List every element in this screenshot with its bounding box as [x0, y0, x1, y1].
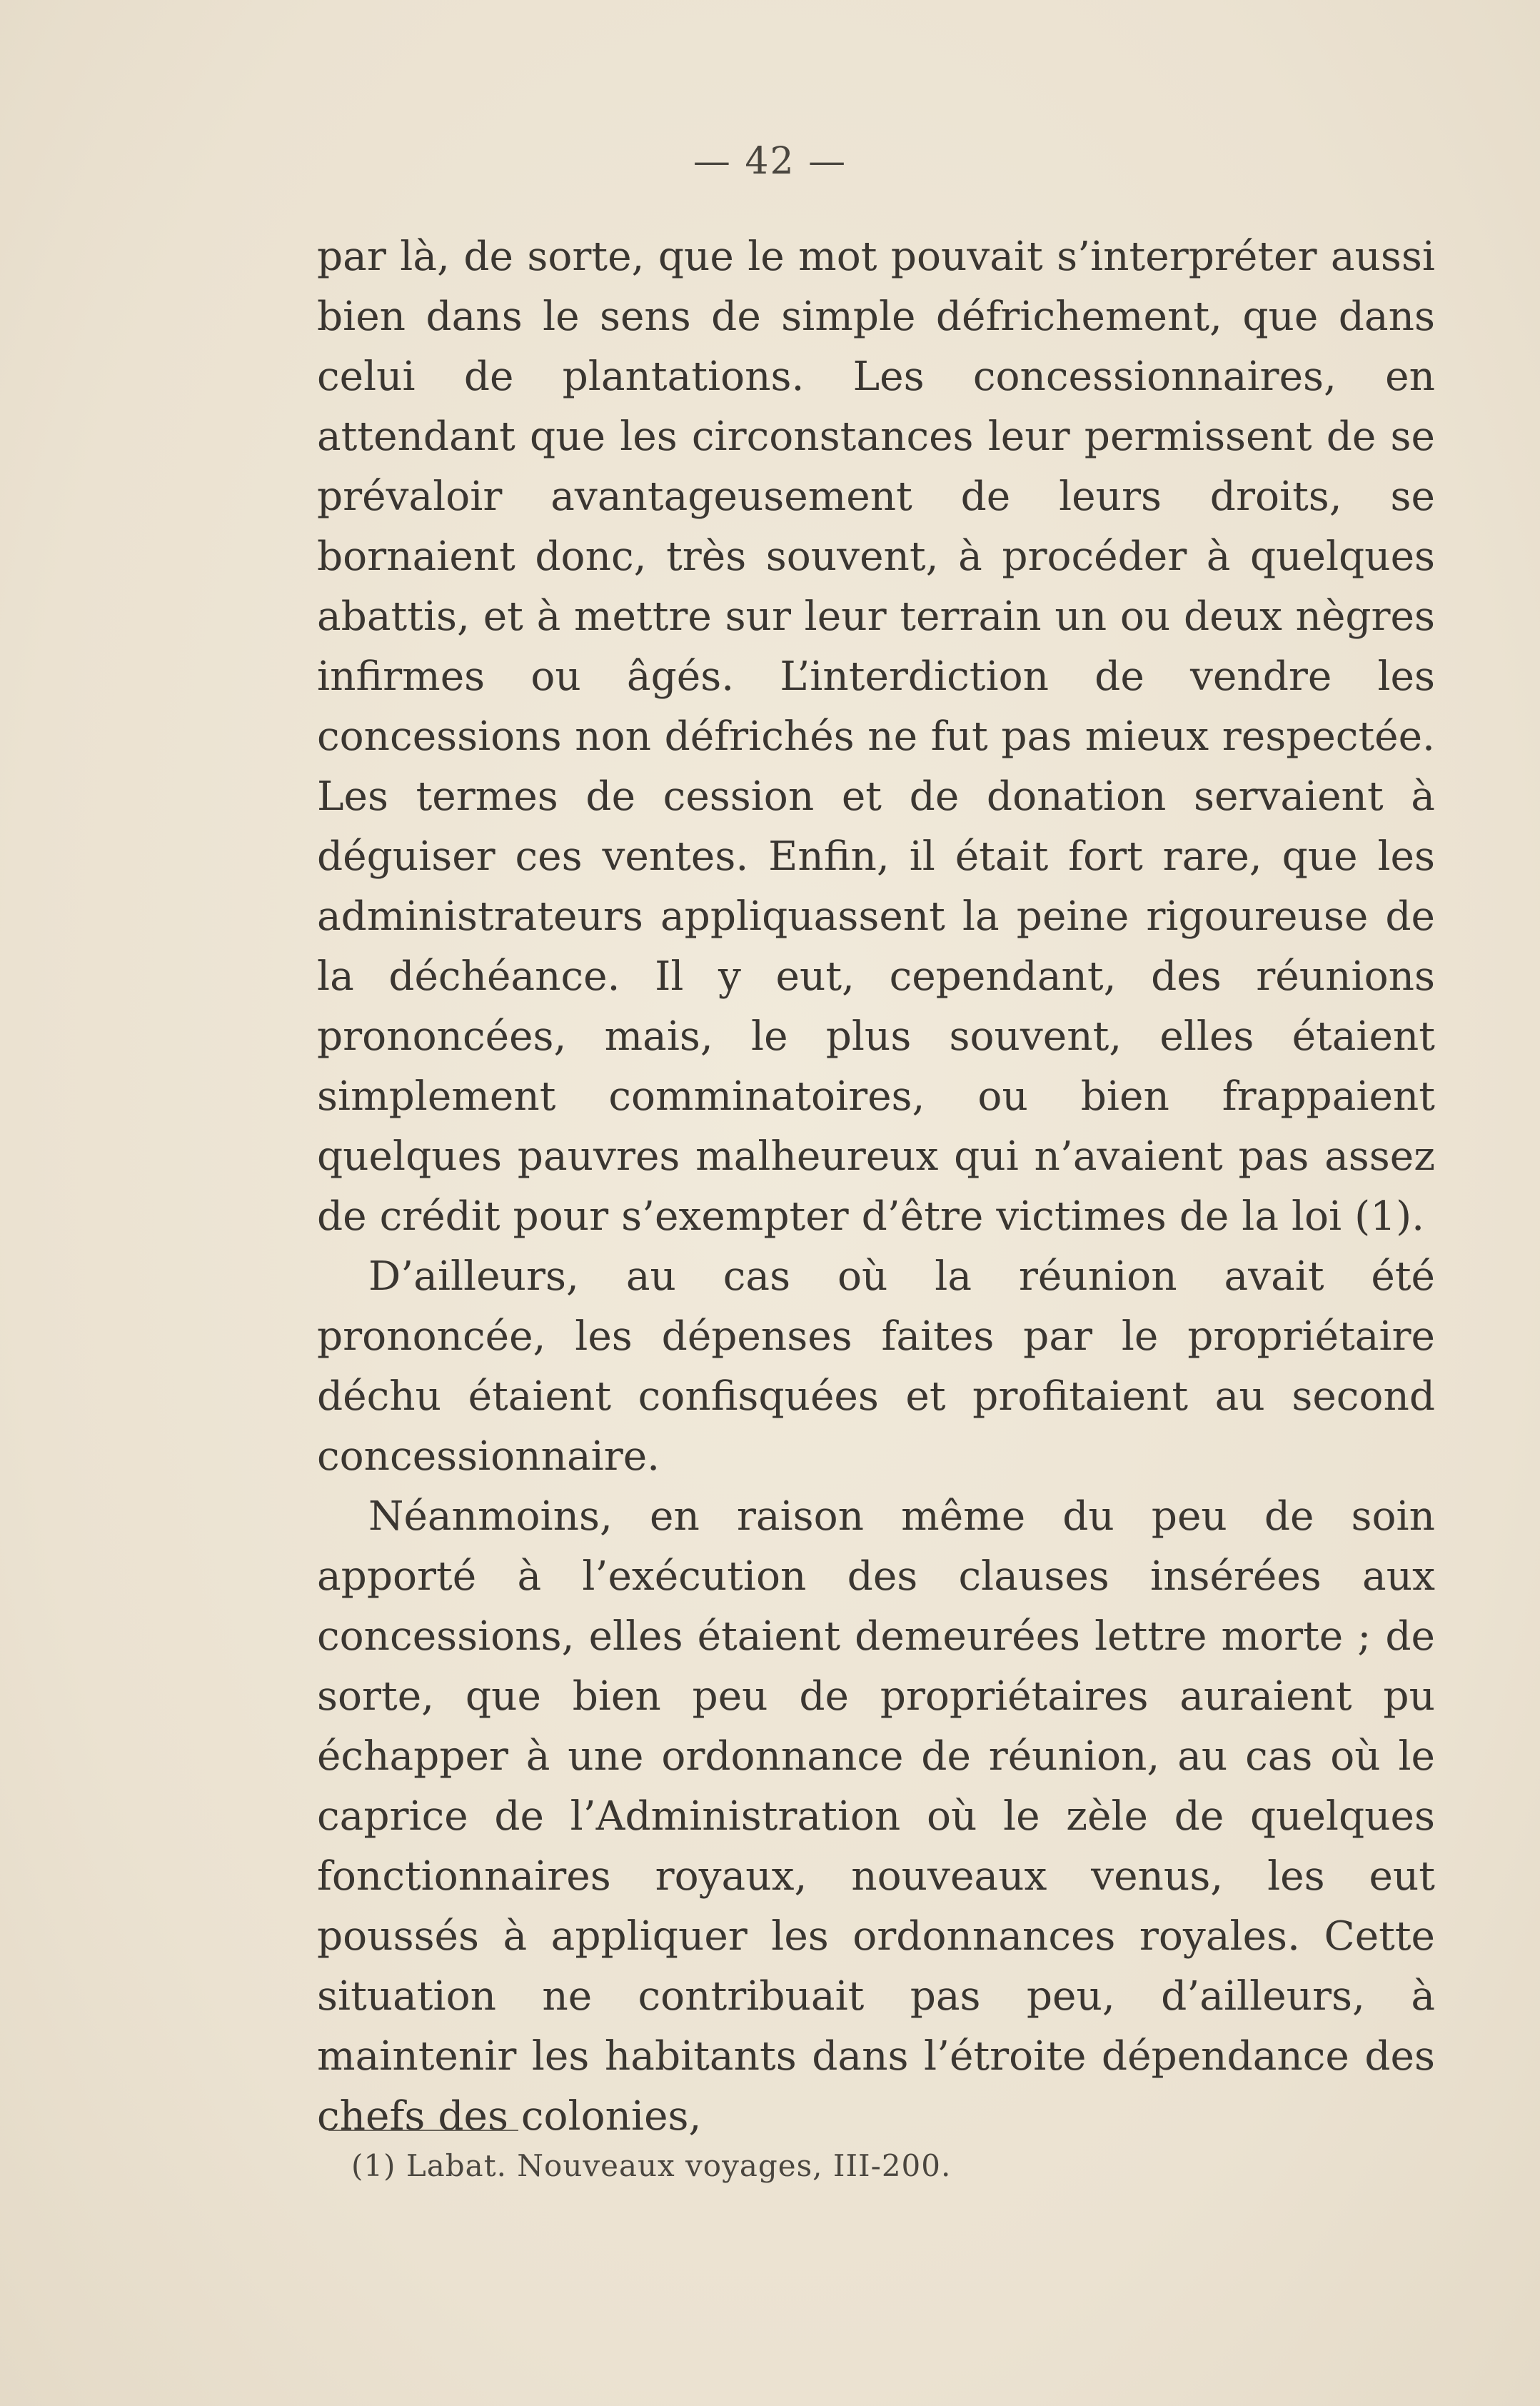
footnote: (1) Labat. Nouveaux voyages, III-200. [351, 2148, 952, 2183]
page-number: — 42 — [693, 140, 847, 183]
paragraph-1: par là, de sorte, que le mot pouvait s’interpréter aussi bien dans le sens de simple défrichement, que dans celui de plantations. Les concessionnaires, en attendant que les circonstances leur permissent de se prévaloir avantageusement de leurs droits, se bornaient donc, très souvent, à procéder à quelques abattis, et à mettre sur leur terrain un ou deux nègres infirmes ou âgés. L’interdiction de vendre les concessions non défrichés ne fut pas mieux respectée. Les termes de cession et de donation servaient à déguiser ces ventes. Enfin, il était fort rare, que les administrateurs appliquassent la peine rigoureuse de la déchéance. Il y eut, cependant, des réunions prononcées, mais, le plus souvent, elles étaient simplement comminatoires, ou bien frappaient quelques pauvres malheureux qui n’avaient pas assez de crédit pour s’exempter d’être victimes de la loi (1). [317, 234, 1435, 1240]
body-text [317, 227, 1435, 2147]
footnote-divider [328, 2130, 518, 2131]
paragraph-2: D’ailleurs, au cas où la réunion avait été prononcée, les dépenses faites par le propriétaire déchu étaient confisquées et profitaient au second concessionnaire. [317, 1253, 1435, 1480]
paragraph-3: Néanmoins, en raison même du peu de soin apporté à l’exécution des clauses insérées aux concessions, elles étaient demeurées lettre morte ; de sorte, que bien peu de propriétaires auraient pu échapper à une ordonnance de réunion, au cas où le caprice de l’Administration où le zèle de quelques fonctionnaires royaux, nouveaux venus, les eut poussés à appliquer les ordonnances royales. Cette situation ne contribuait pas peu, d’ailleurs, à maintenir les habitants dans l’étroite dépendance des chefs des colonies, [317, 1493, 1435, 2140]
